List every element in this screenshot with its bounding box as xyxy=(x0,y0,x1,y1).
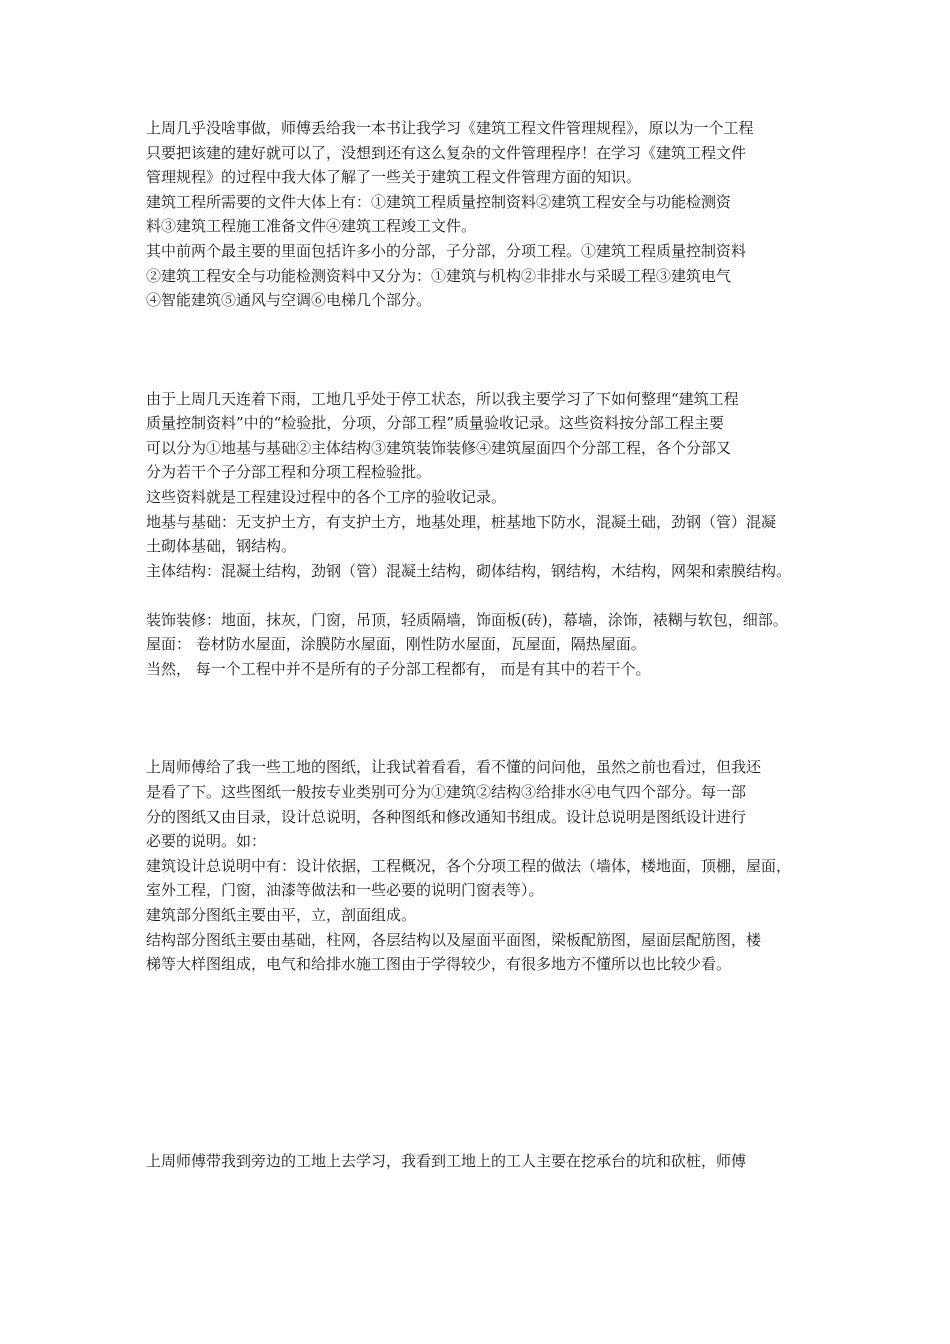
text-line: 建筑部分图纸主要由平，立，剖面组成。 xyxy=(146,906,417,925)
text-line: 其中前两个最主要的里面包括许多小的分部，子分部，分项工程。①建筑工程质量控制资料 xyxy=(146,241,747,260)
text-line: 这些资料就是工程建设过程中的各个工序的验收记录。 xyxy=(146,487,507,506)
line-spacer xyxy=(146,583,826,608)
text-line: 屋面： 卷材防水屋面，涂膜防水屋面，刚性防水屋面，瓦屋面，隔热屋面。 xyxy=(146,635,646,654)
text-line: 质量控制资料”中的“检验批，分项，分部工程”质量验收记录。这些资料按分部工程主要 xyxy=(146,414,725,433)
paragraph-section-2 xyxy=(146,387,826,682)
text-line: 分的图纸又由目录，设计总说明，各种图纸和修改通知书组成。设计总说明是图纸设计进行 xyxy=(146,807,747,826)
paragraph-section-3 xyxy=(146,755,826,976)
text-line: 当然， 每一个工程中并不是所有的子分部工程都有， 而是有其中的若干个。 xyxy=(146,660,651,679)
text-line: 管理规程》的过程中我大体了解了一些关于建筑工程文件管理方面的知识。 xyxy=(146,168,642,187)
text-line: 室外工程，门窗，油漆等做法和一些必要的说明门窗表等）。 xyxy=(146,881,544,900)
text-line: 建筑设计总说明中有：设计依据，工程概况，各个分项工程的做法（墙体，楼地面，顶棚，屋面， xyxy=(146,856,792,875)
paragraph-section-1 xyxy=(146,116,826,313)
text-line: 装饰装修：地面，抹灰，门窗，吊顶，轻质隔墙，饰面板(砖)，幕墙，涂饰，裱糊与软包，细部。 xyxy=(146,610,788,629)
text-line: ②建筑工程安全与功能检测资料中又分为：①建筑与机构②非排水与采暖工程③建筑电气 xyxy=(146,266,732,285)
text-line: 主体结构：混凝土结构，劲钢（管）混凝土结构，砌体结构，钢结构，木结构，网架和索膜结构。 xyxy=(146,561,792,580)
text-line: 建筑工程所需要的文件大体上有：①建筑工程质量控制资料②建筑工程安全与功能检测资 xyxy=(146,192,732,211)
text-line: 由于上周几天连着下雨，工地几乎处于停工状态，所以我主要学习了下如何整理“建筑工程 xyxy=(146,389,739,408)
text-line: 分为若干个子分部工程和分项工程检验批。 xyxy=(146,463,432,482)
text-line: 料③建筑工程施工准备文件④建筑工程竣工文件。 xyxy=(146,217,477,236)
text-line: 必要的说明。如： xyxy=(146,832,267,851)
text-line: 上周师傅给了我一些工地的图纸，让我试着看看，看不懂的问问他，虽然之前也看过，但我还 xyxy=(146,758,762,777)
section-spacer xyxy=(146,682,826,756)
text-line: ④智能建筑⑤通风与空调⑥电梯几个部分。 xyxy=(146,291,432,310)
text-line: 是看了下。这些图纸一般按专业类别可分为①建筑②结构③给排水④电气四个部分。每一部 xyxy=(146,783,747,802)
text-line: 结构部分图纸主要由基础，柱网，各层结构以及屋面平面图，梁板配筋图，屋面层配筋图，楼 xyxy=(146,930,762,949)
document-body xyxy=(146,116,826,1173)
text-line: 上周几乎没啥事做，师傅丢给我一本书让我学习《建筑工程文件管理规程》，原以为一个工程 xyxy=(146,119,754,137)
text-line: 土砌体基础，钢结构。 xyxy=(146,537,297,556)
text-line: 上周师傅带我到旁边的工地上去学习，我看到工地上的工人主要在挖承台的坑和砍桩，师傅 xyxy=(146,1151,747,1170)
text-line: 只要把该建的建好就可以了，没想到还有这么复杂的文件管理程序！在学习《建筑工程文件 xyxy=(146,143,747,162)
paragraph-section-4 xyxy=(146,1149,826,1174)
text-line: 梯等大样图组成，电气和给排水施工图由于学得较少，有很多地方不懂所以也比较少看。 xyxy=(146,955,732,974)
section-spacer xyxy=(146,313,826,387)
text-line: 地基与基础：无支护土方，有支护土方，地基处理，桩基地下防水，混凝土础，劲钢（管）混凝 xyxy=(146,512,777,531)
text-line: 可以分为①地基与基础②主体结构③建筑装饰装修④建筑屋面四个分部工程，各个分部又 xyxy=(146,438,732,457)
section-spacer xyxy=(146,977,826,1149)
